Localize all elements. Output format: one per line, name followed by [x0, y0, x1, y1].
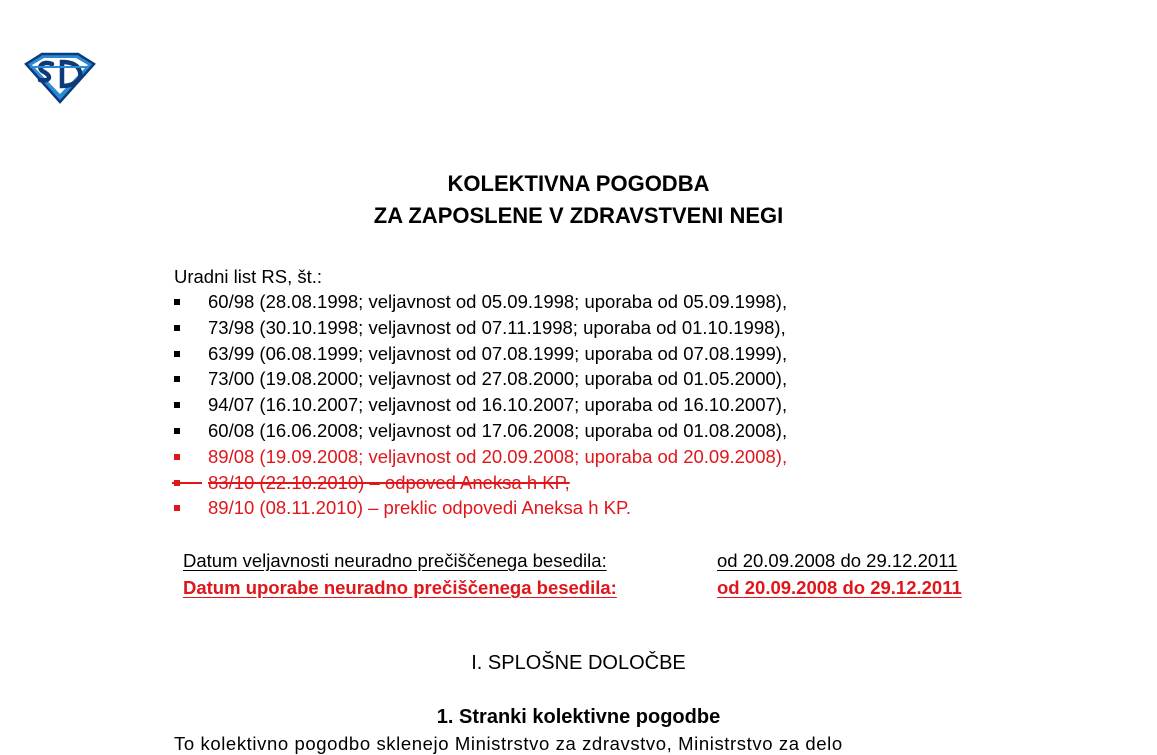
application-value: od 20.09.2008 do 29.12.2011	[717, 577, 962, 598]
dates-block	[183, 547, 962, 601]
bullet-icon	[174, 376, 180, 382]
gazette-item	[174, 366, 787, 392]
bullet-icon	[174, 325, 180, 331]
bullet-icon	[174, 299, 180, 305]
validity-row	[183, 547, 962, 574]
gazette-item-text: 89/08 (19.09.2008; veljavnost od 20.09.2008; uporaba od 20.09.2008),	[208, 445, 788, 467]
application-row	[183, 574, 962, 601]
gazette-item	[174, 444, 787, 470]
subsection-heading: 1. Stranki kolektivne pogodbe	[436, 706, 721, 728]
gazette-item-text: 89/10 (08.11.2010) – preklic odpovedi Aneksa h KP.	[208, 497, 632, 519]
union-logo-icon	[22, 50, 96, 104]
gazette-label: Uradni list RS, št.:	[174, 266, 323, 287]
bullet-icon	[174, 454, 180, 460]
bullet-icon	[174, 480, 180, 486]
application-label: Datum uporabe neuradno prečiščenega besedila:	[183, 577, 617, 598]
gazette-item-text: 94/07 (16.10.2007; veljavnost od 16.10.2007; uporaba od 16.10.2007),	[208, 394, 788, 416]
title-line-2: ZA ZAPOSLENE V ZDRAVSTVENI NEGI	[373, 203, 784, 228]
gazette-list	[174, 265, 787, 521]
gazette-item-text: 73/00 (19.08.2000; veljavnost od 27.08.2000; uporaba od 01.05.2000),	[208, 368, 788, 390]
bullet-icon	[174, 402, 180, 408]
bullet-icon	[174, 505, 180, 511]
gazette-item	[174, 341, 787, 367]
section-heading: I. SPLOŠNE DOLOČBE	[471, 652, 686, 674]
bullet-icon	[174, 428, 180, 434]
gazette-item	[174, 289, 787, 315]
gazette-item	[174, 315, 787, 341]
gazette-item	[174, 392, 787, 418]
document-title	[0, 168, 1157, 232]
gazette-item-text: 63/99 (06.08.1999; veljavnost od 07.08.1999; uporaba od 07.08.1999),	[208, 342, 788, 364]
body-partial-line: To kolektivno pogodbo sklenejo Ministrstvo za zdravstvo, Ministrstvo za delo	[174, 733, 843, 754]
gazette-item-text: 60/98 (28.08.1998; veljavnost od 05.09.1998; uporaba od 05.09.1998),	[208, 291, 788, 312]
bullet-icon	[174, 351, 180, 357]
gazette-items	[174, 289, 787, 521]
gazette-item	[174, 495, 787, 521]
gazette-item-text: 83/10 (22.10.2010) – odpoved Aneksa h KP,	[208, 471, 570, 493]
gazette-item	[174, 470, 787, 496]
gazette-item-text: 60/08 (16.06.2008; veljavnost od 17.06.2008; uporaba od 01.08.2008),	[208, 419, 788, 441]
validity-label: Datum veljavnosti neuradno prečiščenega besedila:	[183, 550, 607, 571]
gazette-item-text: 73/98 (30.10.1998; veljavnost od 07.11.1998; uporaba od 01.10.1998),	[208, 316, 786, 338]
gazette-item	[174, 418, 787, 444]
validity-value: od 20.09.2008 do 29.12.2011	[717, 550, 958, 571]
title-line-1: KOLEKTIVNA POGODBA	[447, 171, 710, 196]
